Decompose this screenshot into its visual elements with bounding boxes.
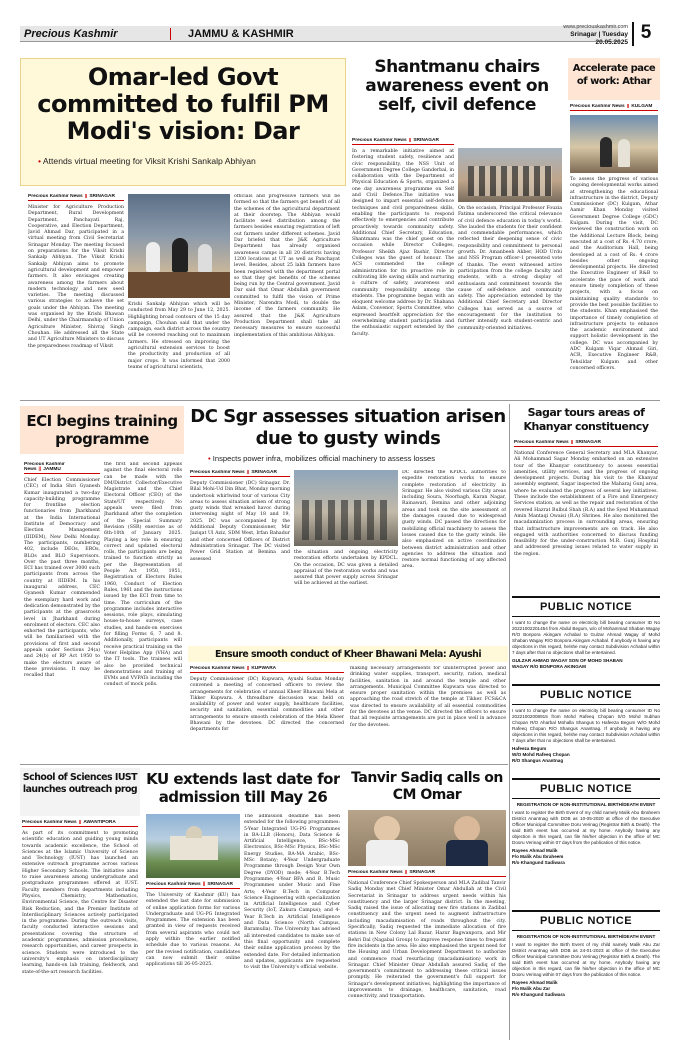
sagar-body xyxy=(514,440,658,592)
ku-col-1 xyxy=(146,814,240,1040)
lead-story xyxy=(20,58,346,396)
photo-figure xyxy=(366,840,408,866)
byline: Precious Kashmir News || SRINAGAR xyxy=(146,882,240,889)
notice-signature: Rayees Ahmad Malik F/o Malik Abu Zar R/o Khangund Sadiwara xyxy=(512,980,565,997)
byline: Precious Kashmir News || SRINAGAR xyxy=(28,194,124,201)
byline: Precious Kashmir News || SRINAGAR xyxy=(348,870,506,877)
shantmanu-headline: Shantmanu chairs awareness event on self, civil defence xyxy=(365,58,549,115)
ku-headline: KU extends last date for admission till May 26 xyxy=(146,770,340,806)
iust-headline: School of Sciences IUST launches outreach prog xyxy=(22,772,138,795)
photo-figure xyxy=(600,137,612,167)
notice-subtitle: REGISTRATION OF NON-INSTITUTIONAL BIRTH/DEATH EVENT xyxy=(516,934,656,939)
dcsgr-headline: DC Sgr assesses situation arisen due to gusty winds xyxy=(190,406,506,449)
shantmanu-story xyxy=(350,58,564,396)
tanvir-headline: Tanvir Sadiq calls on CM Omar xyxy=(351,770,503,803)
column-rule xyxy=(509,404,510,1040)
lead-deck-text: Attends virtual meeting for Viksit Krishi Sankalp Abhiyan xyxy=(42,156,256,166)
notice-title: PUBLIC NOTICE xyxy=(512,778,660,799)
dcsgr-story xyxy=(188,406,508,646)
athar-photo xyxy=(570,115,658,173)
kheer-headline: Ensure smooth conduct of Kheer Bhawani Mela: Ayushi xyxy=(214,649,482,660)
photo-building xyxy=(170,836,218,860)
byline: Precious Kashmir News || AWANTIPORA xyxy=(22,820,138,827)
header-divider xyxy=(170,28,171,40)
notice-signature: Hafeeza Begum W/O Mohd Rafeeq Chopan R/O Shangus Anantnag xyxy=(512,746,570,763)
photo-figure xyxy=(146,242,160,272)
byline: Precious Kashmir News || KUPWARA xyxy=(190,666,344,673)
section-label: JAMMU & KASHMIR xyxy=(188,28,294,40)
lead-deck xyxy=(38,156,338,166)
photo-figure xyxy=(618,139,630,167)
photo-figure xyxy=(198,244,212,272)
bullet-icon: • xyxy=(208,454,213,463)
eci-text-1: Chief Election Commissioner (CEC) of India Shri Gyanesh Kumar inaugurated a two-day capacity-building programme for frontline election functionaries from Jharkhand at the India International Institute of Democracy and Election Management (IIIDEM), New Delhi Monday. The participants, numbering 402, include DEOs, EROs, BLOs and BLO Supervisors. Over the past three months, ECI has trained over 3000 such participants from across the country at IIIDEM. In his inaugural address, CEC Gyanesh Kumar commended the exemplary hard work and dedication demonstrated by the participants at the grassroots level in Jharkhand during enrolment of electors. CEC also exhorted the participants, who will be familiarised with the provisions of first and second appeals under Sections 24(a) and 24(b) of RP Act 1950 to make the electors aware of these provisions. It may be recalled that xyxy=(24,478,100,679)
notice-body: I want to change the name on electricity bill bearing consumer ID No 20221002008915 from Mohd Rafeeq Chopan S/O Mohd Subhan Chopan R/O Aharbal Mohalla Shangus to Hafeeza Begum W/O Mohd Rafeeq Chopan R/O Shangus Anantnag. If anybody is having any objections in this regard, he/she may contact Subdivision Achabal within 7 days after that no objections shall be entertained. xyxy=(512,708,660,743)
dcsgr-deck xyxy=(208,454,508,463)
notice-title: PUBLIC NOTICE xyxy=(512,684,660,705)
sagar-text: National Conference General Secretary and MLA Khanyar, Ali Mohammad Sagar Monday embarked on an extensive tour of the Khanyar constituency to assess essential amenities, utility services, and the progress of ongoing development projects. During his visit to the Khanyar assembly segment, Sagar inspected the Maharaj Gunj area, where he evaluated the progress of several key initiatives. These include the establishment of a Fire and Emergency Services station, as well as the repair and restoration of the revered Hazrat Bulbul Shah (R.A) and the Syed Muhammad Amin Mantaqi Owaisi (R.A) Shrines. He also monitored the macadamization process in surrounding areas, ensuring that infrastructure improvements are on track. He also engaged with authorities concerned to discuss funding feasibility for the under-construction M.R. Gunj Hospital and addressed pressing issues related to water supply in the region. xyxy=(514,451,658,557)
shantmanu-col-2 xyxy=(458,138,562,394)
photo-dome xyxy=(186,826,202,838)
kheer-text-1: Deputy Commissioner (DC) Kupwara, Ayushi Sudan Monday convened a meeting of concerned officers to review the arrangements for celebration of annual Kheer Bhawani Mela at Tikker Kupwara. A threadbare discussion was held on availability of power and water supply, healthcare facilities, security and sanitation, essential commodities and other arrangements to ensure smooth celebration of the Mela Kheer Bhawani by the devotees. DC directed the concerned departments for xyxy=(190,677,344,733)
notice-body: I want to register the Birth Event of my child namely Malik Abu Ibraheem District Anantnag with DOB as 10-05-2020 at office of the Executive Officer Municipal Committee Doru Verinag (Registrar Birth & Death). The said Birth event has occurred at my home. Anybody having any objection in this regard, can file his/her objection in the office of MC Dooru Verinag within 07 days from the publication of this notice. xyxy=(512,810,660,845)
byline: Precious Kashmir News || SRINAGAR xyxy=(352,138,454,145)
iust-text: As part of its commitment to promoting scientific education and guiding young minds towards academic excellence, the School of Sciences at the Islamic University of Science and Technology (IUST) has launched an extensive outreach programme across various Higher Secondary Schools. The initiative aims to raise awareness among undergraduate and postgraduate programmes offered at IUST. Faculty members from departments including Physics, Chemistry, Mathematics, Environmental Science, the Centre for Disaster Risk Reduction, and the Premier Institute of Interdisciplinary Sciences actively participated in the programme. During the outreach visits, faculty conducted interactive sessions and presentations covering the structure of academic programmes, admission procedures, research opportunities, and career prospects in science. Students were introduced to the university's emphasis on interdisciplinary learning, hands-on lab training, fieldwork, and state-of-the-art research facilities. xyxy=(22,831,138,975)
lead-text-3: officials and progressive farmers will be formed so that the farmers get benefit of all the schemes of the agricultural department at their doorstep. The Abhiyan would facilitate seed distribution among the farmers besides ensuring registration of left out farmers under different schemes. Javid Dar briefed that the J&K Agriculture Department has already organised awareness camps in all 20 districts having 1200 locations at UT as well as Panchayat level. Besides, about 25 lakh farmers have been registered with the department portal so that they get benefits of the schemes being run by the Central government. Javid Dar said that Omar Abdullah government committed to fulfil the vision of Prime Minister, Narendra Modi, to double the income of the farmers community. He assured that the J&K Agriculture Production Department shall take all necessary measures to ensure successful implementation of this ambitious Abhiyan. xyxy=(234,194,340,338)
athar-text: To assess the progress of various ongoing developmental works aimed at strengthening the educational infrastructure in the district, Deputy Commissioner (DC) Kulgam, Athar Aamir Khan Monday visited Government Degree College (GDC) Kulgam. During the visit, DC reviewed the construction work on the Additional Lecture Block, being executed at a cost of Rs. 4.70 crore, and the Auditorium Hall, being developed at a cost of Rs. 4 crore besides other ongoing developmental projects. He directed the Executive Engineer of R&B to accelerate the pace of work and ensure timely completion of these projects, with a focus on maintaining quality standards to provide the best possible facilities to the students. Khan emphasised the importance of timely completion of infrastructure projects to enhance the academic environment and support holistic development in the college. DC was accompanied by ADC Kulgam Viqar Ahmad Giri, ACR, Executive Engineer R&B, Tehsildar Kulgam and other concerned officers. xyxy=(570,177,658,371)
lead-col-3 xyxy=(234,194,340,394)
eci-text-2: the first and second appeals against the final electoral rolls can be made with the DM/District Collector/Executive Magistrate and the Chief Electoral Officer (CEO) of the State/UT respectively. No appeals were filed from Jharkhand after the completion of the Special Summary Revision (SSR) exercise as of 6th-10th of January 2025. Playing a key role in ensuring correct and updated electoral rolls, the participants are being trained to function strictly as per the Representation of People Act 1950, 1951, Registration of Electors Rules 1960, Conduct of Election Rules, 1961 and the instructions issued by the ECI from time to time. The curriculum of the programme includes interactive sessions, role plays, simulating house-to-house surveys, case studies, and hands-on exercises for filling Forms 6, 7 and 8. Additionally, participants will receive practical training on the Voter Helpline App (VHA) and the IT tools. The trainees will also be provided technical demonstrations and training of EVMs and VVPATs including the conduct of mock polls. xyxy=(104,462,182,688)
tanvir-photo xyxy=(348,810,506,866)
byline: Precious Kashmir News || SRINAGAR xyxy=(514,440,658,447)
kheer-col-1 xyxy=(190,666,344,762)
dcsgr-text-1: Deputy Commissioner (DC) Srinagar, Dr. Bilal Mohi-Ud Din Bhat, Monday morning undertook whirlwind tour of various City areas to assess situation arisen of strong gusty winds that wreaked havoc during intervening night of May 18 and 19, 2025. DC was accompanied by the Additional Deputy Commissioner, Mir Jaziqat Ul Aziz, SDM West, Irfan Bahadur and other concerned Officers of District Administration Srinagar. The DC visited Power Grid Station at Bemina and assessed xyxy=(190,481,290,562)
notice-body: I want to register the Birth Event of my child namely Malik Abu Zar District Anantnag with DOB as 24-01-2023 at office of the Executive Officer Municipal Committee Doru Verinag (Registrar Birth & Death). The said Birth event has occurred at my home. Anybody having any objection in this regard, can file his/her objection in the office of MC Dooru Verinag within 07 days from the publication of this notice. xyxy=(512,942,660,977)
photo-figure xyxy=(468,166,552,196)
section-rule xyxy=(20,764,508,765)
kheer-text-2: making necessary arrangements for uninterrupted power and drinking water supplies, transport, security, ration, medical facilities, sanitation in and around the temple and other arrangements. Municipal Committee Kupwara was directed to ensure proper sanitation within the premises as well as approaching the road stretch of the temple at Tikker. FCS&CA was directed to ensure availability of all essential commodities for the devotees at the venue. DC directed the officers to ensure that all requisite arrangements are put in place well in advance for the devotees. xyxy=(350,666,506,728)
notice-signature: Rayees Ahmad Malik F/o Malik Abu Ibraheem R/o Khangund Sadiwara xyxy=(512,848,565,865)
eci-headline: ECI begins training programme xyxy=(26,412,178,448)
public-notice xyxy=(512,596,660,680)
city-day: Srinagar | Tuesday xyxy=(570,31,628,38)
section-rule xyxy=(20,400,660,401)
athar-story xyxy=(568,58,660,396)
dcsgr-col-1 xyxy=(190,470,290,646)
notice-subtitle: REGISTRATION OF NON-INSTITUTIONAL BIRTH/DEATH EVENT xyxy=(516,802,656,807)
sagar-story xyxy=(512,406,660,592)
dcsgr-col-2 xyxy=(294,470,398,646)
masthead xyxy=(20,22,658,48)
dcsgr-text-3: DC directed the KPDCL authorities to expedite restoration works to ensure complete restoration of electricity in Srinagar. He also visited various City areas including Soura, Noorbagh, Karan Nagar, Rainawari, Bemina and other adjoining areas and took on the site assessment of the damages caused due to widespread gusty winds. DC passed the directions for mobilizing official machinery to assess the losses caused due to the gusty winds. He also emphasized on active coordination between district administration and other agencies to address the situation and restore normal functioning of any affected area. xyxy=(402,470,506,570)
issue-date: 20.05.2025 xyxy=(595,39,628,46)
notice-title: PUBLIC NOTICE xyxy=(512,910,660,931)
notice-body: I want to change the name on electricity bill bearing consumer ID No 20221002201454 from Abdul Begum, w/o of Mohammad Shaban Wagay R/O Bonpora Akingam Achabal to Gulzar Ahmad Wagay of Mohd Shaban Wagay R/O Bonpora Akingam Achabal. If anybody is having any objections in this regard, he/she may contact Subdivision Achabal within 7 days after that no objections shall be entertained. xyxy=(512,620,660,655)
iust-body xyxy=(22,820,138,1040)
athar-body xyxy=(570,104,658,394)
lead-text-1: Minister for Agriculture Production Department, Rural Development Department, Panchayati Raj, Cooperative, and Election Department, Javid Ahmad Dar, participated in a virtual meeting from Civil Secretariat Srinagar Monday. The meeting focused on preparations for the Viksit Krishi Sankalp Abhiyan. The Viksit Krishi Sankalp Abhiyan aims to promote agricultural development and empower farmers. It also envisages creating awareness among the farmers about modern technology and new seed varieties. The meeting discussed various strategies to achieve the set goals under the Abhiyan. The meeting was organised by the Krishi Bhawan Delhi, under the Chairmanship of Union Agriculture Minister, Shivraj Singh Chouhan. He addressed all the State and UT Agriculture Ministers to discuss the preparedness roadmap of Viksit xyxy=(28,205,124,349)
dcsgr-deck-text: Inspects power infra, mobilizes official machinery to assess losses xyxy=(212,454,436,463)
kheer-col-2 xyxy=(350,666,506,762)
sagar-headline: Sagar tours areas of Khanyar constituency xyxy=(523,406,649,433)
notice-signature: GULZAR AHMAD WAGAY SON OF MOHD SHABAN WAGAY R/O BONPORA AKINGAM xyxy=(512,658,623,669)
lead-text-2: Krishi Sankalp Abhiyan which will be conducted from May 29 to June 12, 2025. Highlighting broad contours of the 15 day campaign, Chouhan said that under the campaign, each district across the country will be covered reaching out to maximum farmers. He stressed on improving the agricultural extension services to boost the productivity and production of all major crops. It was informed that 2000 teams of agricultural scientists, xyxy=(128,302,230,370)
shantmanu-col-1 xyxy=(352,138,454,394)
byline: Precious Kashmir News || SRINAGAR xyxy=(190,470,290,477)
ku-col-2 xyxy=(244,814,340,1040)
lead-col-2 xyxy=(128,194,230,394)
shantmanu-photo xyxy=(458,148,562,202)
photo-figure xyxy=(454,816,480,842)
photo-table xyxy=(128,272,230,298)
lead-photo xyxy=(128,194,230,298)
photo-figure xyxy=(374,816,400,842)
photo-figure xyxy=(446,840,488,866)
byline: Precious Kashmir News || KULGAM xyxy=(570,104,658,111)
tanvir-story xyxy=(346,768,508,1040)
athar-headline: Accelerate pace of work: Athar xyxy=(572,63,656,87)
eci-col-1 xyxy=(24,462,100,760)
website[interactable]: www.preciouskashmir.com xyxy=(563,24,628,30)
byline: Precious Kashmir News || JAMMU xyxy=(24,462,100,474)
eci-col-2 xyxy=(104,462,182,760)
notice-title: PUBLIC NOTICE xyxy=(512,596,660,617)
bullet-icon: • xyxy=(38,156,43,166)
dcsgr-photo xyxy=(294,470,398,546)
page-number: 5 xyxy=(632,22,658,46)
photo-figure xyxy=(302,500,392,540)
photo-figure xyxy=(172,238,188,272)
brand-label: Precious Kashmir xyxy=(24,28,118,40)
kheer-story xyxy=(188,646,508,762)
iust-story xyxy=(20,768,140,1040)
dcsgr-col-3 xyxy=(402,470,506,646)
dcsgr-text-2: the situation and ongoing electricity restoration efforts undertaken by KPDCL. On the occasion, DC was given a detailed appraisal of the restoration works and was assured that power supply across Srinagar will be achieved at the earliest. xyxy=(294,550,398,587)
lead-headline: Omar-led Govt committed to fulfil PM Modi's vision: Dar xyxy=(37,64,329,145)
public-notice xyxy=(512,778,660,906)
shantmanu-text-2: On the occasion, Principal Professor Fouzia Fatima underscored the critical relevance of civil defence education in today's world. She lauded the students for their confident and commendable performances, which reflected their deepening sense of civic responsibility and commitment to personal growth. Dr. Amanbeeb Akber, HOD Urdu and NSS Program officer-1 presented vote of thanks. The event witnessed active participation from the college faculty and students, with a strong display of enthusiasm and commitment towards the cause of self-defence and community safety. The appreciation extended by the Additional Chief Secretary and Director Colleges has served as a source of encouragement for the institution to further intensify such student-centric and community-oriented initiatives. xyxy=(458,206,562,331)
tanvir-body xyxy=(348,870,506,1040)
public-notice xyxy=(512,910,660,1038)
eci-story xyxy=(20,406,184,762)
ku-text-1: The University of Kashmir (KU) has extended the last date for submission of online application forms for various Undergraduate and UG-PG Integrated Programmes. The extension has been granted in view of requests received from several aspirants who could not apply within the earlier notified schedule due to various reasons. As per the revised notification, candidates can now submit their online applications till 26-05-2025. xyxy=(146,893,240,968)
lead-col-1 xyxy=(28,194,124,394)
shantmanu-text-1: In a remarkable initiative aimed at fostering student safety, resilience and civic responsibility, the NSS Unit of Government Degree College Ganderbal, in collaboration with the Department of Physical Education & Sports, organized a one day awareness programme on Self and Civil Defence.The initiative was designed to impart essential self-defence techniques and civil preparedness skills, enabling the participants to respond effectively to emergencies and contribute proactively towards community safety. Additional Chief Secretary, Education, Shantmanu was the chief guest on the occasion while Director Colleges, Professor Sheikh Ajaz Bashir, Director Colleges was the guest of honour. The ACS commended the college administration for its proactive role in cultivating life saving skills and nurturing a culture of safety, awareness and community responsibility among the students. The programme began with an eloquent welcome address by Dr. Shabana Aslam, Convenor, Sports Committee, who expressed heartfelt appreciation for the overwhelming student participation and the enthusiastic support extended by the faculty. xyxy=(352,149,454,337)
public-notice xyxy=(512,684,660,774)
ku-story xyxy=(144,768,342,1040)
ku-photo xyxy=(146,814,240,878)
tanvir-text: National Conference Chief Spokesperson and MLA Zadibal Tanvir Sadiq Monday met Chief Minister Omar Abdullah at the Civil Secretariat in Srinagar to address urgent needs within his constituency and the larger Srinagar district. In the meeting, Sadiq raised the issue of allocating new fire stations in Zadibal constituency and the urgent need to augment infrastructure including macadamisation of roads throughout the city. Specifically, Sadiq requested the immediate allocation of fire stations in New Colony Lal Bazar, Hazur Bagwanpora, and Mir Behri Dal (Nagabal Group) to improve response times to frequent fire incidents in the area. He also emphasised the urgent need for the Housing and Urban Development Department to authorize and commence road resurfacing (macadamisation) work in Srinagar. Chief Minister Omar Abdullah assured Sadiq of the government's commitment to addressing these critical issues promptly. He reiterated the government's full support for Srinagar's development initiatives, highlighting the importance of improvements to drainage, healthcare, sanitation, road connectivity, and transportation. xyxy=(348,881,506,1000)
ku-text-2: The admission deadline has been extended for the following programmes: 5-Year Integrated UG-PG Programmes in BA-LLB (Honors), Data Science & Artificial Intelligence, BSc-MSc Electronics, BSc-MSc Physics, BSc-MSc Energy Studies, BA-MA Arabic, BSc-MSc Botany; 4-Year Undergraduate Programme through Design Your Own Degree (DYOD) mode; 4-Year B.Tech Programme; 4-Year BFA and B. Music Programmes under Music and Fine Arts; 4-Year B.Tech in Computer Science Engineering with specialization in Artificial Intelligence and Cyber Security (IoT, Zakura Campus); and 4-Year B.Tech in Artificial Intelligence and Data Science (North Campus, Baramulla). The University has advised all interested candidates to make use of this final opportunity and complete their online application process by the extended date. For detailed information and updates, applicants are requested to visit the University's official website. xyxy=(244,814,340,971)
